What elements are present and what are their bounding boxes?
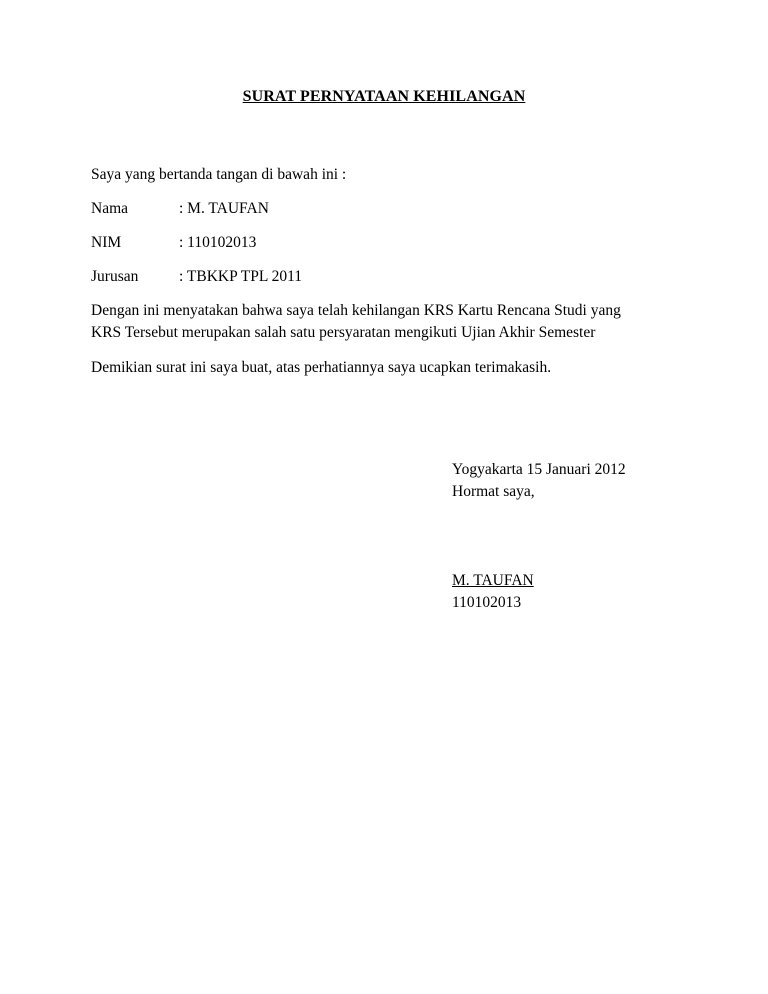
field-value-nama: : M. TAUFAN — [179, 200, 269, 217]
field-value-nim: : 110102013 — [179, 234, 257, 251]
signature-nim: 110102013 — [452, 594, 522, 611]
signature-salutation: Hormat saya, — [452, 483, 535, 500]
field-value-jurusan: : TBKKP TPL 2011 — [179, 268, 303, 285]
field-label-nim: NIM — [91, 234, 122, 251]
body-line-2: KRS Tersebut merupakan salah satu persyaratan mengikuti Ujian Akhir Semester — [91, 324, 596, 341]
signature-name: M. TAUFAN — [452, 572, 534, 589]
signature-place-date: Yogyakarta 15 Januari 2012 — [452, 461, 626, 478]
field-label-nama: Nama — [91, 200, 129, 217]
body-line-1: Dengan ini menyatakan bahwa saya telah kehilangan KRS Kartu Rencana Studi yang — [91, 302, 621, 319]
field-label-jurusan: Jurusan — [91, 268, 139, 285]
intro-text: Saya yang bertanda tangan di bawah ini : — [91, 166, 347, 183]
closing-text: Demikian surat ini saya buat, atas perhatiannya saya ucapkan terimakasih. — [91, 359, 552, 376]
document-title: SURAT PERNYATAAN KEHILANGAN — [242, 88, 526, 105]
